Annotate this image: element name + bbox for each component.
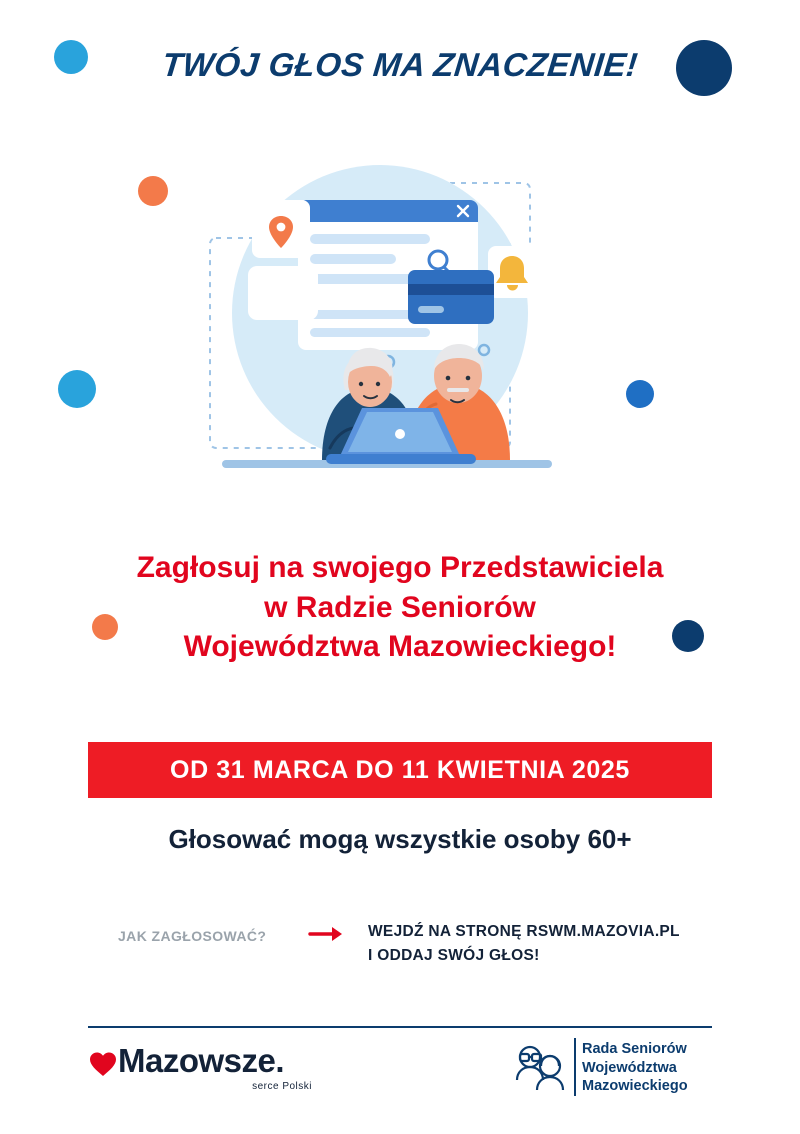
- main-call-to-action: [60, 548, 740, 667]
- how-to-vote-row: [118, 918, 688, 980]
- council-logo-text: [582, 1040, 688, 1096]
- council-logo: [510, 1036, 715, 1102]
- how-to-vote-label: JAK ZAGŁOSOWAĆ?: [118, 928, 267, 944]
- seniors-faces-icon: [510, 1040, 570, 1096]
- council-line-2: Województwa: [582, 1059, 677, 1076]
- council-line-1: Rada Seniorów: [582, 1041, 687, 1057]
- page-title: TWÓJ GŁOS MA ZNACZENIE!: [160, 46, 640, 83]
- council-logo-divider: [574, 1038, 576, 1096]
- decorative-dot-blue-mid-left: [58, 370, 96, 408]
- main-call-line-3: Województwa Mazowieckiego!: [183, 630, 617, 664]
- main-call-line-2: w Radzie Seniorów: [264, 590, 536, 624]
- council-line-3: Mazowieckiego: [582, 1078, 688, 1095]
- decorative-dot-blue-mid-right: [626, 380, 654, 408]
- decorative-dot-orange-upper-left: [138, 176, 168, 206]
- mazowsze-logo: [88, 1044, 318, 1104]
- mazowsze-wordmark: Mazowsze.: [118, 1042, 285, 1079]
- arrow-right-icon: [308, 924, 348, 944]
- voting-period-band: [88, 742, 712, 798]
- illustration-seniors-online: [170, 138, 590, 518]
- main-call-line-1: Zagłosuj na swojego Przedstawiciela: [136, 551, 664, 584]
- mazowsze-tagline: serce Polski: [252, 1081, 312, 1092]
- footer-divider: [88, 1026, 712, 1028]
- how-to-vote-instructions: [368, 920, 680, 968]
- voting-period-text: OD 31 MARCA DO 11 KWIETNIA 2025: [170, 755, 630, 784]
- how-to-vote-line-2: I ODDAJ SWÓJ GŁOS!: [368, 947, 540, 965]
- heart-icon: [88, 1050, 118, 1078]
- eligibility-text: Głosować mogą wszystkie osoby 60+: [168, 824, 632, 854]
- how-to-vote-line-1: WEJDŹ NA STRONĘ RSWM.MAZOVIA.PL: [368, 923, 680, 940]
